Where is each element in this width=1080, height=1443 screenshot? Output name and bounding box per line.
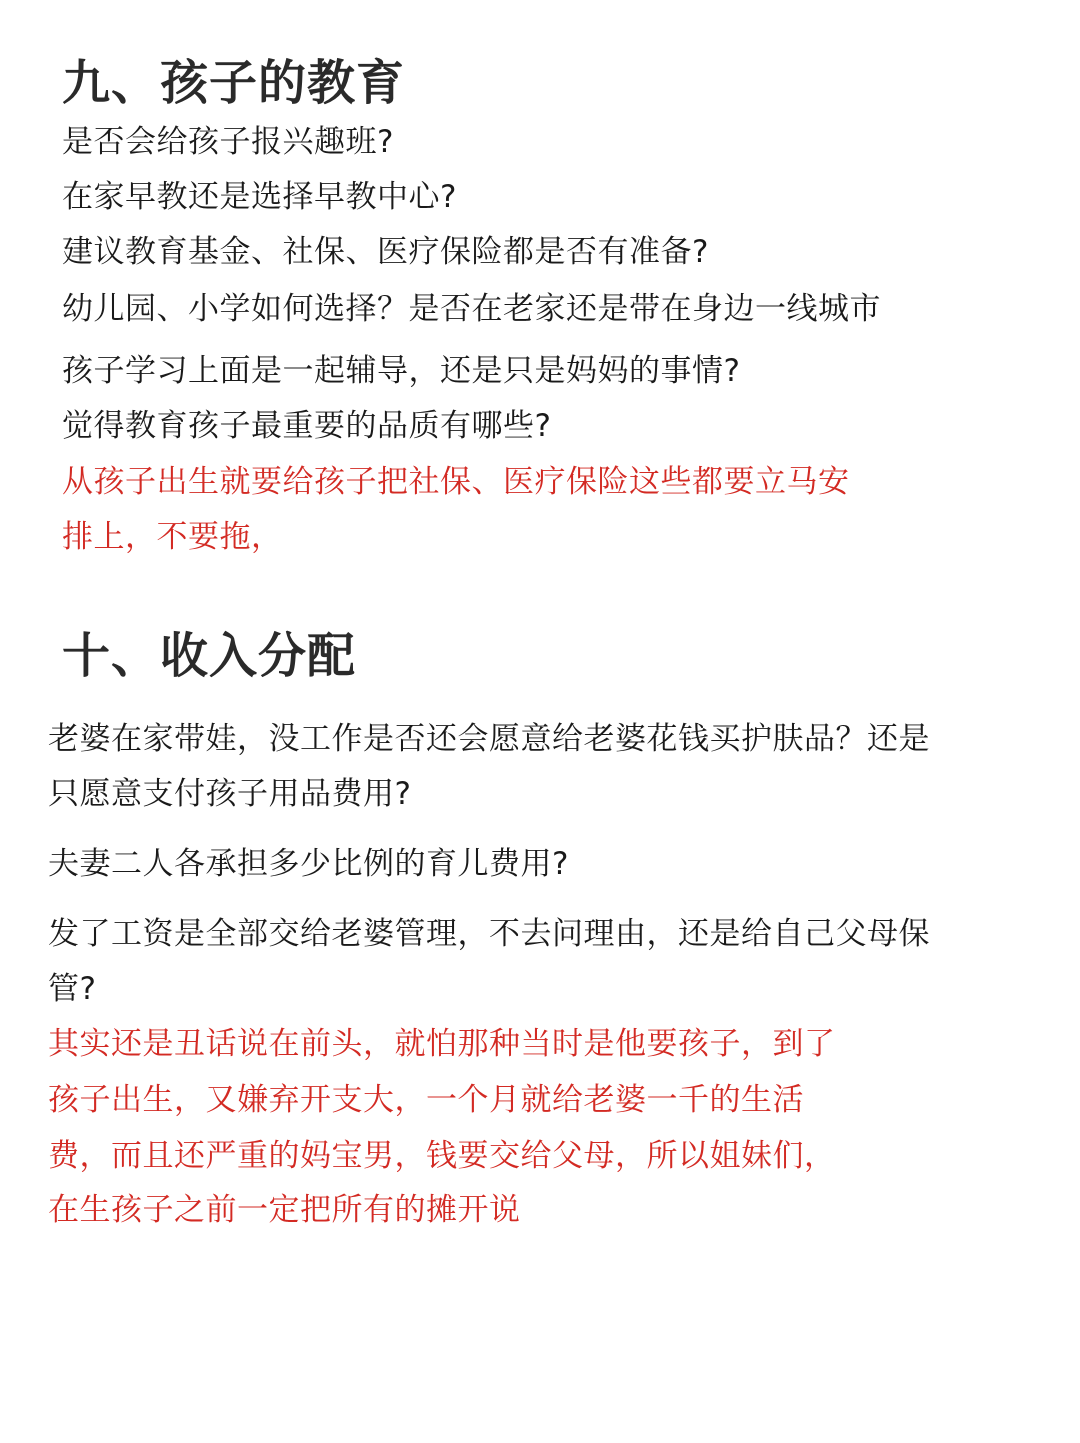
section-10-question-1-line-2: 只愿意支付孩子用品费用? bbox=[48, 776, 412, 812]
section-10-question-1-line-1: 老婆在家带娃，没工作是否还会愿意给老婆花钱买护肤品？还是 bbox=[48, 721, 930, 757]
section-9-heading: 九、孩子的教育 bbox=[62, 55, 406, 111]
section-9-question-5: 孩子学习上面是一起辅导，还是只是妈妈的事情? bbox=[62, 353, 741, 389]
section-9-question-6: 觉得教育孩子最重要的品质有哪些? bbox=[62, 408, 552, 444]
section-10-note-line-3: 费，而且还严重的妈宝男，钱要交给父母，所以姐妹们， bbox=[48, 1138, 836, 1174]
section-10-question-3-line-1: 发了工资是全部交给老婆管理，不去问理由，还是给自己父母保 bbox=[48, 916, 930, 952]
section-9-question-3: 建议教育基金、社保、医疗保险都是否有准备? bbox=[62, 234, 709, 270]
section-10-question-3-line-2: 管? bbox=[48, 971, 97, 1007]
section-9-note-line-1: 从孩子出生就要给孩子把社保、医疗保险这些都要立马安 bbox=[62, 464, 850, 500]
section-9-question-2: 在家早教还是选择早教中心? bbox=[62, 179, 457, 215]
section-10-note-line-4: 在生孩子之前一定把所有的摊开说 bbox=[48, 1192, 521, 1228]
section-9-question-4: 幼儿园、小学如何选择？是否在老家还是带在身边一线城市 bbox=[62, 291, 881, 327]
section-10-note-line-1: 其实还是丑话说在前头，就怕那种当时是他要孩子，到了 bbox=[48, 1026, 836, 1062]
section-10-question-2: 夫妻二人各承担多少比例的育儿费用? bbox=[48, 846, 569, 882]
section-9-note-line-2: 排上，不要拖， bbox=[62, 519, 283, 555]
section-9-question-1: 是否会给孩子报兴趣班? bbox=[62, 124, 394, 160]
section-10-note-line-2: 孩子出生，又嫌弃开支大，一个月就给老婆一千的生活 bbox=[48, 1082, 804, 1118]
section-10-heading: 十、收入分配 bbox=[62, 628, 357, 684]
